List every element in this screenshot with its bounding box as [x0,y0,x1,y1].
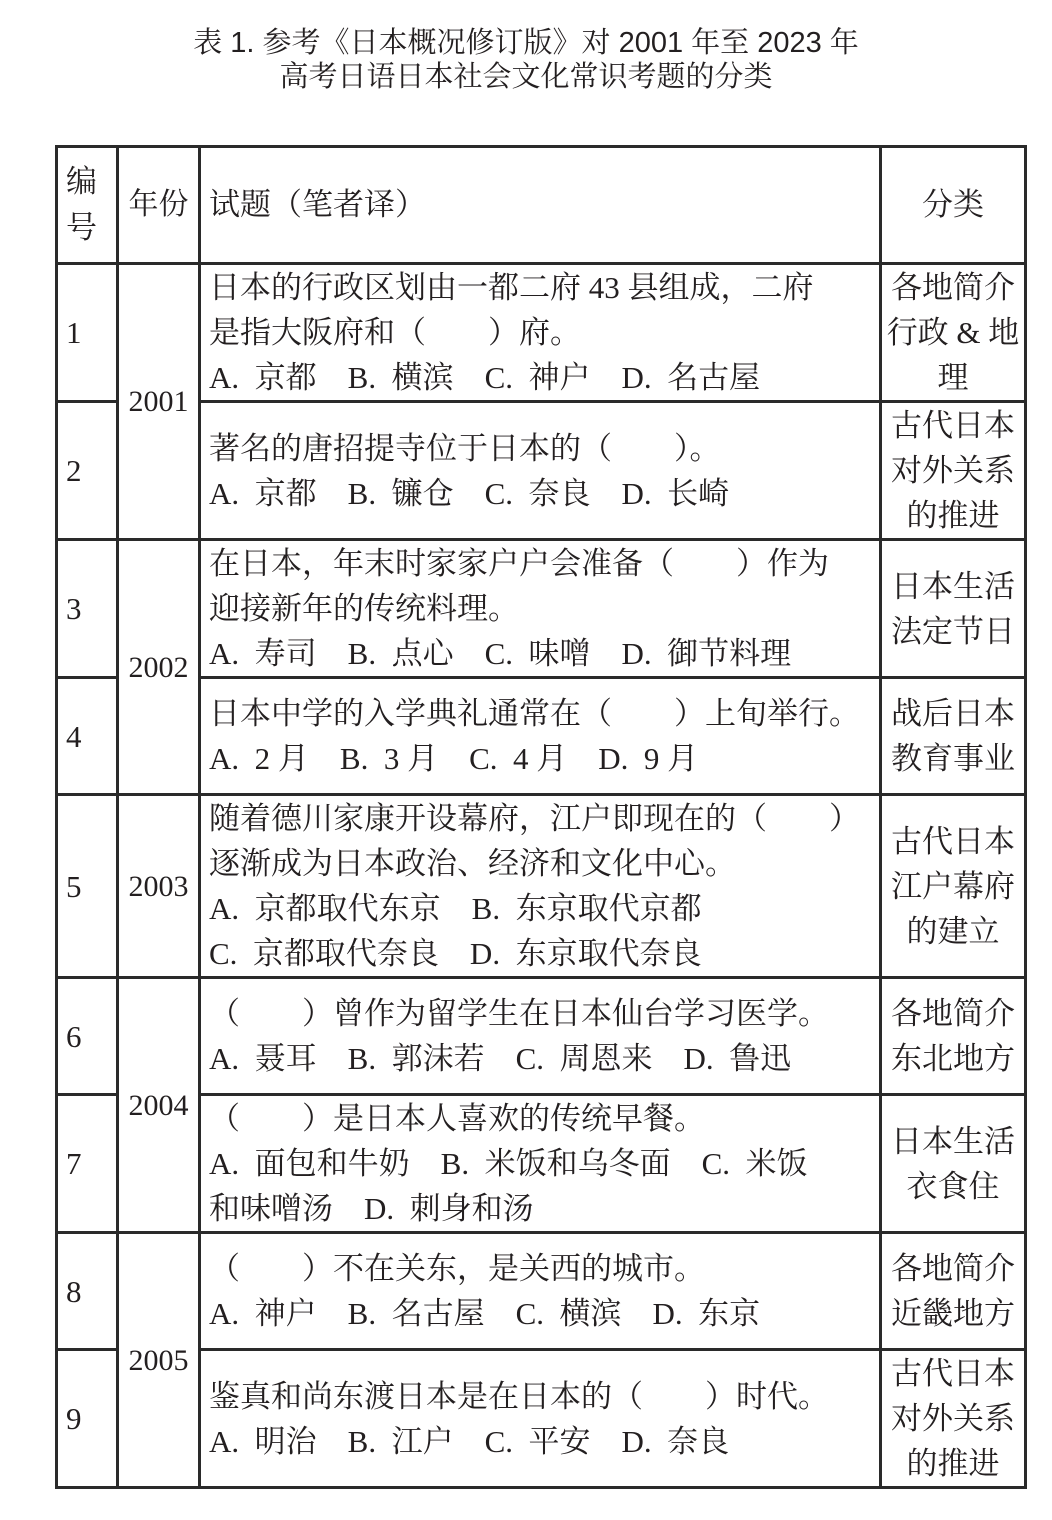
caption-line-1: 表 1. 参考《日本概况修订版》对 2001 年至 2023 年 [193,27,859,59]
option-line: C. 京都取代奈良 D. 东京取代奈良 [209,936,702,971]
category-line: 的建立 [906,913,1000,949]
question-stem-line: 随着德川家康开设幕府，江户即现在的（ ） [209,801,860,836]
exam-question-table [55,145,1027,1489]
header-question [200,147,881,264]
option-line: A. 寿司 B. 点心 C. 味噌 D. 御节料理 [209,636,792,671]
option-line: A. 聂耳 B. 郭沫若 C. 周恩来 D. 鲁迅 [209,1041,792,1076]
category-cell [881,678,1026,795]
caption-line-2: 高考日语日本社会文化常识考题的分类 [279,61,773,93]
category-cell [881,402,1026,540]
category-line: 各地简介 [891,1251,1015,1286]
option-line: 和味噌汤 D. 刺身和汤 [209,1191,534,1226]
table-row [57,795,1026,978]
category-line: 古代日本 [891,1356,1015,1391]
question-stem-line: 迎接新年的传统料理。 [209,591,519,626]
table-row [57,678,1026,795]
year-cell: 2004 [118,978,200,1233]
category-line: 对外关系 [891,1401,1015,1436]
question-cell [200,1350,881,1488]
year-cell: 2003 [118,795,200,978]
year-cell: 2002 [118,540,200,795]
table-row [57,402,1026,540]
header-year-label: 年份 [128,188,189,221]
category-cell [881,978,1026,1095]
category-line: 衣食住 [906,1168,1000,1204]
question-number: 4 [57,678,118,795]
table-row [57,264,1026,402]
option-line: A. 京都取代东京 B. 东京取代京都 [209,891,702,926]
question-number: 3 [57,540,118,678]
option-line: A. 面包和牛奶 B. 米饭和乌冬面 C. 米饭 [209,1146,808,1181]
question-cell [200,795,881,978]
category-line: 近畿地方 [891,1296,1015,1331]
question-cell [200,264,881,402]
category-line: 古代日本 [891,823,1015,859]
category-line: 日本生活 [891,1123,1015,1159]
question-stem-line: 是指大阪府和（ ）府。 [209,315,581,350]
category-cell [881,1095,1026,1233]
option-line: A. 京都 B. 镰仓 C. 奈良 D. 长崎 [209,475,730,511]
question-stem-line: （ ）不在关东，是关西的城市。 [209,1251,705,1286]
table-row [57,1350,1026,1488]
category-cell [881,1350,1026,1488]
question-number: 2 [57,402,118,540]
year-cell: 2001 [118,264,200,540]
table-row [57,978,1026,1095]
question-cell [200,402,881,540]
category-line: 东北地方 [891,1041,1015,1076]
question-number: 8 [57,1233,118,1350]
category-line: 古代日本 [891,408,1015,443]
question-stem-line: 在日本，年末时家家户户会准备（ ）作为 [209,546,829,581]
category-line: 行政 & 地 [886,315,1020,350]
category-line: 的推进 [906,498,1000,533]
option-line: A. 京都 B. 横滨 C. 神户 D. 名古屋 [209,360,761,395]
option-line: A. 2 月 B. 3 月 C. 4 月 D. 9 月 [209,741,699,776]
question-number: 9 [57,1350,118,1488]
header-category-label: 分类 [922,187,984,222]
table-row [57,540,1026,678]
category-line: 理 [937,360,969,395]
category-cell [881,1233,1026,1350]
question-stem-line: （ ）曾作为留学生在日本仙台学习医学。 [209,996,829,1031]
question-stem-line: 著名的唐招提寺位于日本的（ ）。 [209,430,721,466]
category-cell [881,264,1026,402]
question-cell [200,540,881,678]
header-row [57,147,1026,264]
category-line: 各地简介 [891,996,1015,1031]
table-caption [0,26,1052,94]
category-line: 法定节日 [891,613,1015,649]
question-stem-line: 逐渐成为日本政治、经济和文化中心。 [209,846,736,881]
option-line: A. 明治 B. 江户 C. 平安 D. 奈良 [209,1423,730,1459]
category-line: 对外关系 [891,453,1015,488]
category-cell [881,540,1026,678]
question-stem-line: 日本的行政区划由一都二府 43 县组成，二府 [209,270,814,305]
table-row [57,1095,1026,1233]
header-year [118,147,200,264]
table-row [57,1233,1026,1350]
category-line: 江户幕府 [891,868,1015,904]
question-cell [200,678,881,795]
category-cell [881,795,1026,978]
question-stem-line: 鉴真和尚东渡日本是在日本的（ ）时代。 [209,1378,829,1414]
question-stem-line: 日本中学的入学典礼通常在（ ）上旬举行。 [209,696,860,731]
category-line: 的推进 [906,1446,1000,1481]
question-stem-line: （ ）是日本人喜欢的传统早餐。 [209,1101,705,1136]
question-cell [200,1095,881,1233]
category-line: 日本生活 [891,568,1015,604]
option-line: A. 神户 B. 名古屋 C. 横滨 D. 东京 [209,1296,761,1331]
header-category [881,147,1026,264]
category-line: 教育事业 [891,741,1015,776]
category-line: 各地简介 [891,270,1015,305]
header-question-label: 试题（笔者译） [209,187,426,222]
category-line: 战后日本 [891,696,1015,731]
question-number: 6 [57,978,118,1095]
header-number-label: 编号 [66,164,97,245]
question-cell [200,1233,881,1350]
question-number: 1 [57,264,118,402]
question-cell [200,978,881,1095]
question-number: 5 [57,795,118,978]
header-number [57,147,118,264]
year-cell: 2005 [118,1233,200,1488]
question-number: 7 [57,1095,118,1233]
